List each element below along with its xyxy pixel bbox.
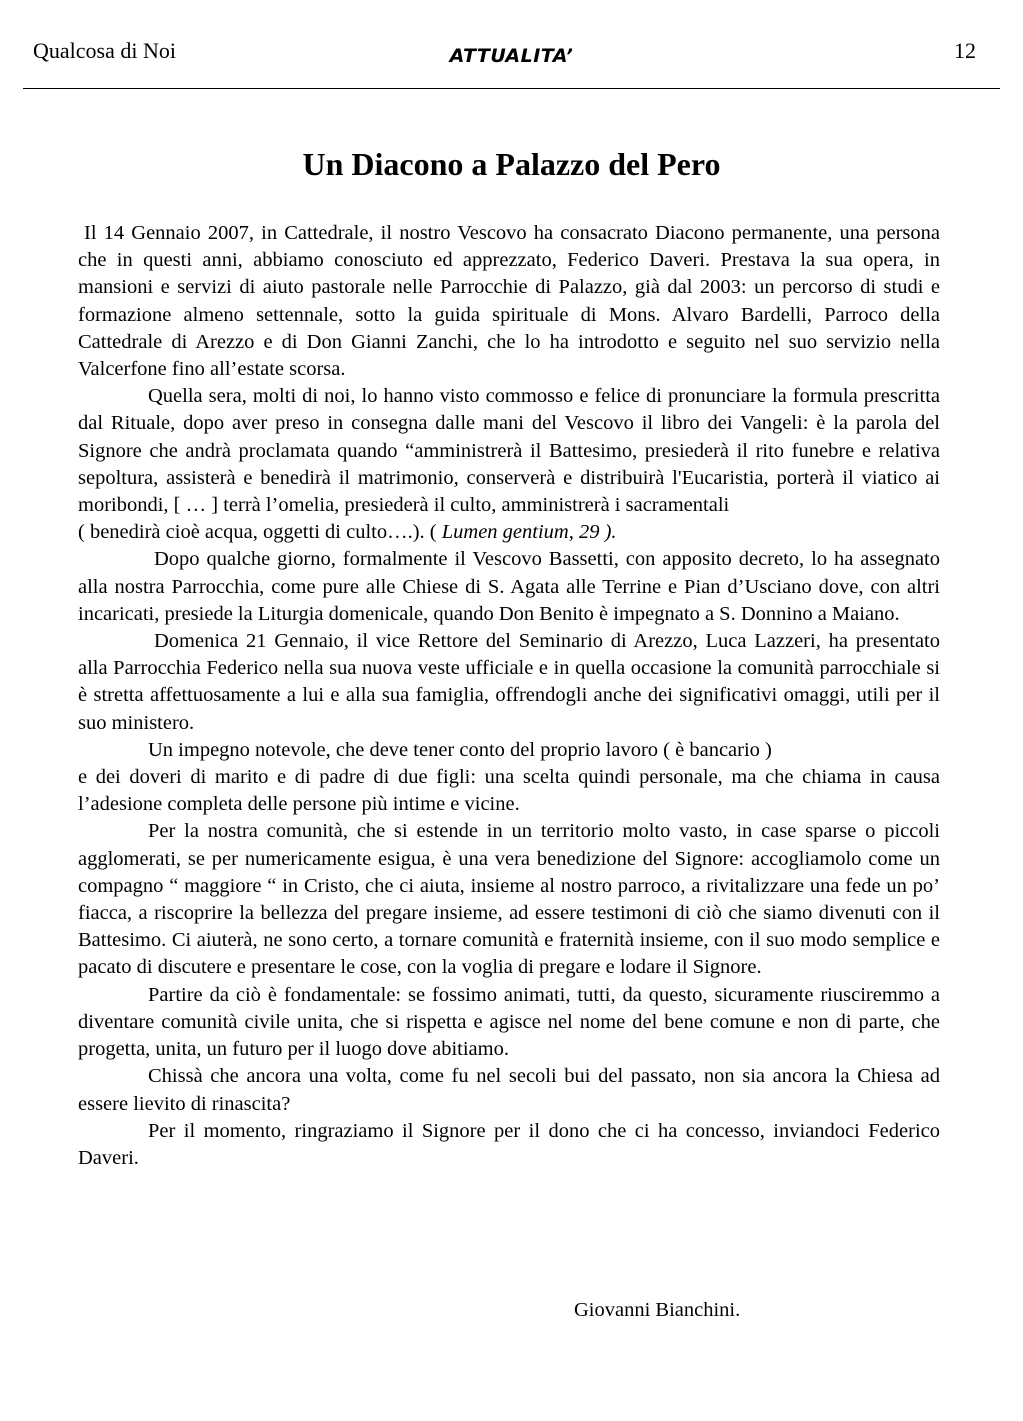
article-title: Un Diacono a Palazzo del Pero <box>302 146 721 182</box>
paragraph-4: Domenica 21 Gennaio, il vice Rettore del Seminario di Arezzo, Luca Lazzeri, ha presentato alla Parrocchia Federico nella sua nuova veste ufficiale e in quella occasione la comunità parrocchiale si è stretta affettuosamente a lui e alla sua famiglia, offrendogli anche dei significativi omaggi, utili per il suo ministero. <box>78 630 940 734</box>
paragraph-5-line-1: Un impegno notevole, che deve tener conto del proprio lavoro ( è bancario ) <box>148 738 772 761</box>
header-divider <box>23 88 1000 89</box>
section-title: ATTUALITA’ <box>449 45 574 67</box>
article-body <box>78 220 940 1172</box>
paragraph-5: e dei doveri di marito e di padre di due figli: una scelta quindi personale, ma che chiama in causa l’adesione completa delle persone più intime e vicine. <box>78 766 940 816</box>
paragraph-3: Dopo qualche giorno, formalmente il Vescovo Bassetti, con apposito decreto, lo ha assegnato alla nostra Parrocchia, come pure alle Chiese di S. Agata alle Terrine e Pian d’Usciano dove, con altri incaricati, presiede la Liturgia domenicale, quando Don Benito è impegnato a S. Donnino a Maiano. <box>78 548 940 625</box>
paragraph-8: Chissà che ancora una volta, come fu nel secoli bui del passato, non sia ancora la Chiesa ad essere lievito di rinascita? <box>78 1065 940 1115</box>
paragraph-2-continuation-text: ( benedirà cioè acqua, oggetti di culto….). ( <box>78 521 442 544</box>
paragraph-1: Il 14 Gennaio 2007, in Cattedrale, il nostro Vescovo ha consacrato Diacono permanente, una persona che in questi anni, abbiamo conosciuto ed apprezzato, Federico Daveri. Prestava la sua opera, in mansioni e servizi di aiuto pastorale nelle Parrocchie di Palazzo, già dal 2003: un percorso di studi e formazione almeno settennale, sotto la guida spirituale di Mons. Alvaro Bardelli, Parroco della Cattedrale di Arezzo e di Don Gianni Zanchi, che lo ha introdotto e seguito nel suo servizio nella Valcerfone fino all’estate scorsa. <box>78 222 940 381</box>
paragraph-6: Per la nostra comunità, che si estende in un territorio molto vasto, in case sparse o piccoli agglomerati, se per numericamente esigua, è una vera benedizione del Signore: accogliamolo come un compagno “ maggiore “ in Cristo, che ci aiuta, insieme al nostro parroco, a rivitalizzare una fede un po’ fiacca, a riscoprire la bellezza del pregare insieme, ad essere testimoni di ciò che siamo divenuti con il Battesimo. Ci aiuterà, ne sono certo, a tornare comunità e fraternità insieme, con il suo modo semplice e pacato di discutere e presentare le cose, con la voglia di pregare e lodare il Signore. <box>78 820 940 979</box>
paragraph-9: Per il momento, ringraziamo il Signore per il dono che ci ha concesso, inviandoci Federico Daveri. <box>78 1119 940 1169</box>
paragraph-7: Partire da ciò è fondamentale: se fossimo animati, tutti, da questo, sicuramente riusciremmo a diventare comunità civile unita, che si rispetta e agisce nel nome del bene comune e non di parte, che progetta, unita, un futuro per il luogo dove abitiamo. <box>78 983 940 1061</box>
paragraph-2-continuation <box>78 519 940 546</box>
page-number: 12 <box>954 38 976 63</box>
publication-name: Qualcosa di Noi <box>33 38 176 63</box>
citation: Lumen gentium, 29 ). <box>441 521 617 544</box>
author-signature: Giovanni Bianchini. <box>574 1299 741 1321</box>
paragraph-2: Quella sera, molti di noi, lo hanno visto commosso e felice di pronunciare la formula prescritta dal Rituale, dopo aver preso in consegna dalle mani del Vescovo il libro dei Vangeli: è la parola del Signore che andrà proclamata quando “amministrerà il Battesimo, presiederà il rito funebre e relativa sepoltura, assisterà e benedirà il matrimonio, conserverà e distribuirà l'Eucaristia, porterà il viatico ai moribondi, [ … ] terrà l’omelia, presiederà il culto, amministrerà i sacramentali <box>78 385 940 517</box>
